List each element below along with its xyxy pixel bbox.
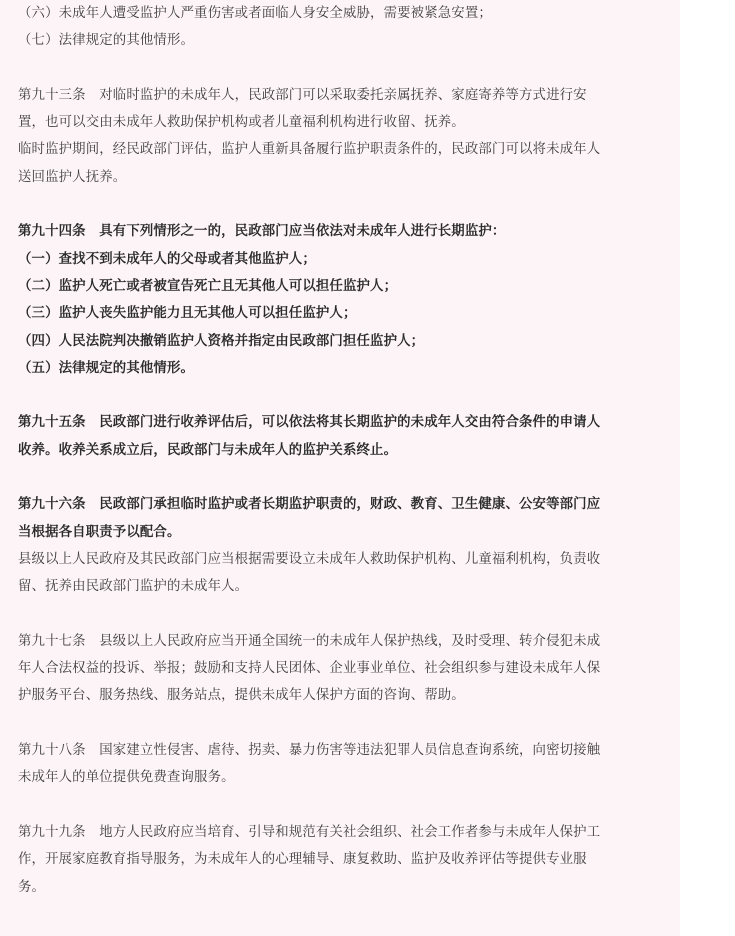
article-93-line-3: 临时监护期间，经民政部门评估，监护人重新具备履行监护职责条件的，民政部门可以将未成年人 bbox=[18, 142, 601, 158]
article-94-heading: 第九十四条 具有下列情形之一的，民政部门应当依法对未成年人进行长期监护： bbox=[18, 224, 506, 240]
article-96-line-4: 留、抚养由民政部门监护的未成年人。 bbox=[18, 579, 249, 595]
paragraph-gap bbox=[18, 601, 673, 628]
paragraph-gap bbox=[18, 464, 673, 491]
article-94-item-3: （三）监护人丧失监护能力且无其他人可以担任监护人； bbox=[18, 306, 357, 322]
article-93-line-2: 置，也可以交由未成年人救助保护机构或者儿童福利机构进行收留、抚养。 bbox=[18, 115, 465, 131]
article-99-line-3: 务。 bbox=[18, 879, 46, 895]
article-94-item-2: （二）监护人死亡或者被宣告死亡且无其他人可以担任监护人； bbox=[18, 278, 398, 294]
article-94-item-5: （五）法律规定的其他情形。 bbox=[18, 360, 195, 376]
article-96-line-1: 第九十六条 民政部门承担临时监护或者长期监护职责的，财政、教育、卫生健康、公安等部门应 bbox=[18, 497, 601, 513]
paragraph-gap bbox=[18, 382, 673, 409]
article-96-line-3: 县级以上人民政府及其民政部门应当根据需要设立未成年人救助保护机构、儿童福利机构，负责收 bbox=[18, 551, 601, 567]
article-99-line-2: 作，开展家庭教育指导服务，为未成年人的心理辅导、康复救助、监护及收养评估等提供专业服 bbox=[18, 852, 587, 868]
paragraph-gap bbox=[18, 792, 673, 819]
article-93-line-1: 第九十三条 对临时监护的未成年人，民政部门可以采取委托亲属抚养、家庭寄养等方式进行安 bbox=[18, 87, 587, 103]
law-text-body bbox=[18, 0, 673, 901]
article-94-item-1: （一）查找不到未成年人的父母或者其他监护人； bbox=[18, 251, 316, 267]
article-95-line-2: 收养。收养关系成立后，民政部门与未成年人的监护关系终止。 bbox=[18, 442, 398, 458]
article-94-item-4: （四）人民法院判决撤销监护人资格并指定由民政部门担任监护人； bbox=[18, 333, 425, 349]
article-96-line-2: 当根据各自职责予以配合。 bbox=[18, 524, 181, 540]
paragraph-gap bbox=[18, 710, 673, 737]
article-98-line-1: 第九十八条 国家建立性侵害、虐待、拐卖、暴力伤害等违法犯罪人员信息查询系统，向密切接触 bbox=[18, 743, 601, 759]
article-92-item-6: （六）未成年人遭受监护人严重伤害或者面临人身安全威胁，需要被紧急安置； bbox=[18, 6, 492, 21]
article-98-line-2: 未成年人的单位提供免费查询服务。 bbox=[18, 770, 235, 786]
article-92-item-7: （七）法律规定的其他情形。 bbox=[18, 33, 195, 49]
article-99-line-1: 第九十九条 地方人民政府应当培育、引导和规范有关社会组织、社会工作者参与未成年人保护工 bbox=[18, 824, 601, 840]
article-97-line-1: 第九十七条 县级以上人民政府应当开通全国统一的未成年人保护热线，及时受理、转介侵犯未成 bbox=[18, 633, 601, 649]
article-95-line-1: 第九十五条 民政部门进行收养评估后，可以依法将其长期监护的未成年人交由符合条件的申请人 bbox=[18, 415, 601, 431]
paragraph-gap bbox=[18, 191, 673, 218]
article-93-line-4: 送回监护人抚养。 bbox=[18, 169, 127, 185]
article-97-line-3: 护服务平台、服务热线、服务站点，提供未成年人保护方面的咨询、帮助。 bbox=[18, 688, 465, 704]
article-97-line-2: 年人合法权益的投诉、举报；鼓励和支持人民团体、企业事业单位、社会组织参与建设未成年人保 bbox=[18, 661, 601, 677]
paragraph-gap bbox=[18, 55, 673, 82]
